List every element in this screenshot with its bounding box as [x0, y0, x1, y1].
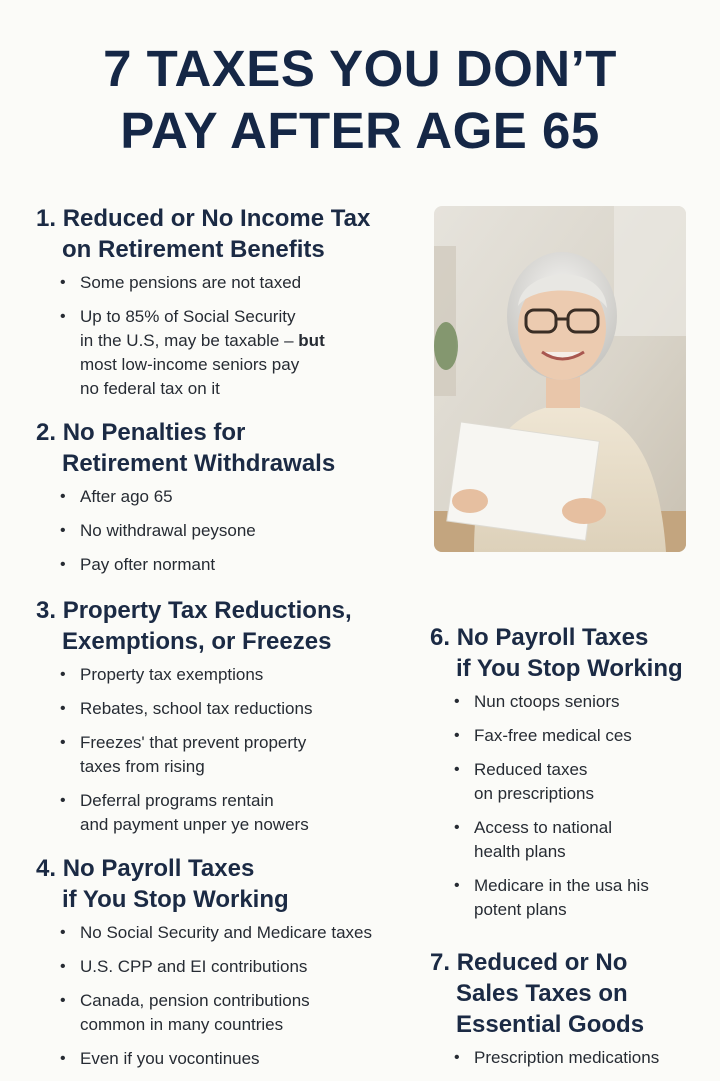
heading-line-1: Reduced or No Income Tax — [62, 205, 371, 232]
section-number: 1. — [36, 205, 57, 232]
list-item: • Rebates, school tax reductions — [60, 697, 426, 721]
list-item: • Reduced taxes on prescriptions — [454, 758, 716, 806]
list-item: • U.S. CPP and EI contributions — [60, 955, 436, 979]
bullet-list — [36, 485, 426, 577]
bullet-list — [430, 1046, 716, 1070]
section-4 — [36, 853, 436, 1081]
list-item: • Freezes' that prevent property taxes from rising — [60, 731, 426, 779]
list-item — [60, 305, 426, 401]
section-7 — [430, 947, 716, 1080]
section-6 — [430, 622, 716, 932]
list-item: • After ago 65 — [60, 485, 426, 509]
page-title — [0, 38, 720, 162]
title-line-1: 7 TAXES YOU DON’T — [103, 40, 617, 97]
list-item: • Medicare in the usa his potent plans — [454, 874, 716, 922]
heading-line-1: No Payroll Taxes — [62, 855, 255, 882]
list-item: • Prescription medications — [454, 1046, 716, 1070]
list-item: • Property tax exemptions — [60, 663, 426, 687]
section-heading — [430, 947, 716, 1040]
bullet-list — [36, 663, 426, 837]
heading-line-2: if You Stop Working — [62, 886, 289, 913]
heading-line-1: Property Tax Reductions, — [62, 597, 352, 624]
section-number: 7. — [430, 949, 451, 976]
list-item: • Even if you vocontinues — [60, 1047, 436, 1071]
heading-line-2: on Retirement Benefits — [62, 236, 325, 263]
heading-line-1: Reduced or No — [456, 949, 628, 976]
section-heading — [36, 203, 426, 265]
list-item: • Canada, pension contributions common in many countries — [60, 989, 436, 1037]
list-item: • Fax-free medical ces — [454, 724, 716, 748]
heading-line-1: No Penalties for — [62, 419, 246, 446]
bullet-list — [36, 921, 436, 1071]
senior-woman-photo — [434, 206, 686, 552]
list-item: • Pay ofter normant — [60, 553, 426, 577]
section-number: 6. — [430, 624, 451, 651]
section-2 — [36, 417, 426, 587]
list-item: • Nun ctoops seniors — [454, 690, 716, 714]
bullet-list — [36, 271, 426, 401]
list-item: • No Social Security and Medicare taxes — [60, 921, 436, 945]
list-item: • No withdrawal peysone — [60, 519, 426, 543]
list-item: • Some pensions are not taxed — [60, 271, 426, 295]
section-1 — [36, 203, 426, 411]
heading-line-1: No Payroll Taxes — [456, 624, 649, 651]
bullet-list — [430, 690, 716, 922]
section-3 — [36, 595, 426, 847]
section-heading — [430, 622, 716, 684]
section-number: 3. — [36, 597, 57, 624]
list-item-text: Up to 85% of Social Security in the U.S, may be taxable – — [80, 307, 296, 350]
heading-line-2: if You Stop Working — [456, 655, 683, 682]
section-number: 4. — [36, 855, 57, 882]
heading-line-2: Sales Taxes on — [456, 980, 628, 1007]
title-line-2: PAY AFTER AGE 65 — [120, 102, 600, 159]
heading-line-3: Essential Goods — [456, 1011, 645, 1038]
section-heading — [36, 595, 426, 657]
list-item-emphasis: but — [298, 331, 325, 350]
section-heading — [36, 417, 426, 479]
list-item-text: most low-income seniors pay no federal tax on it — [80, 355, 300, 398]
section-heading — [36, 853, 436, 915]
list-item: • Access to national health plans — [454, 816, 716, 864]
heading-line-2: Retirement Withdrawals — [62, 450, 336, 477]
section-number: 2. — [36, 419, 57, 446]
heading-line-2: Exemptions, or Freezes — [62, 628, 332, 655]
list-item: • Deferral programs rentain and payment unper ye nowers — [60, 789, 426, 837]
